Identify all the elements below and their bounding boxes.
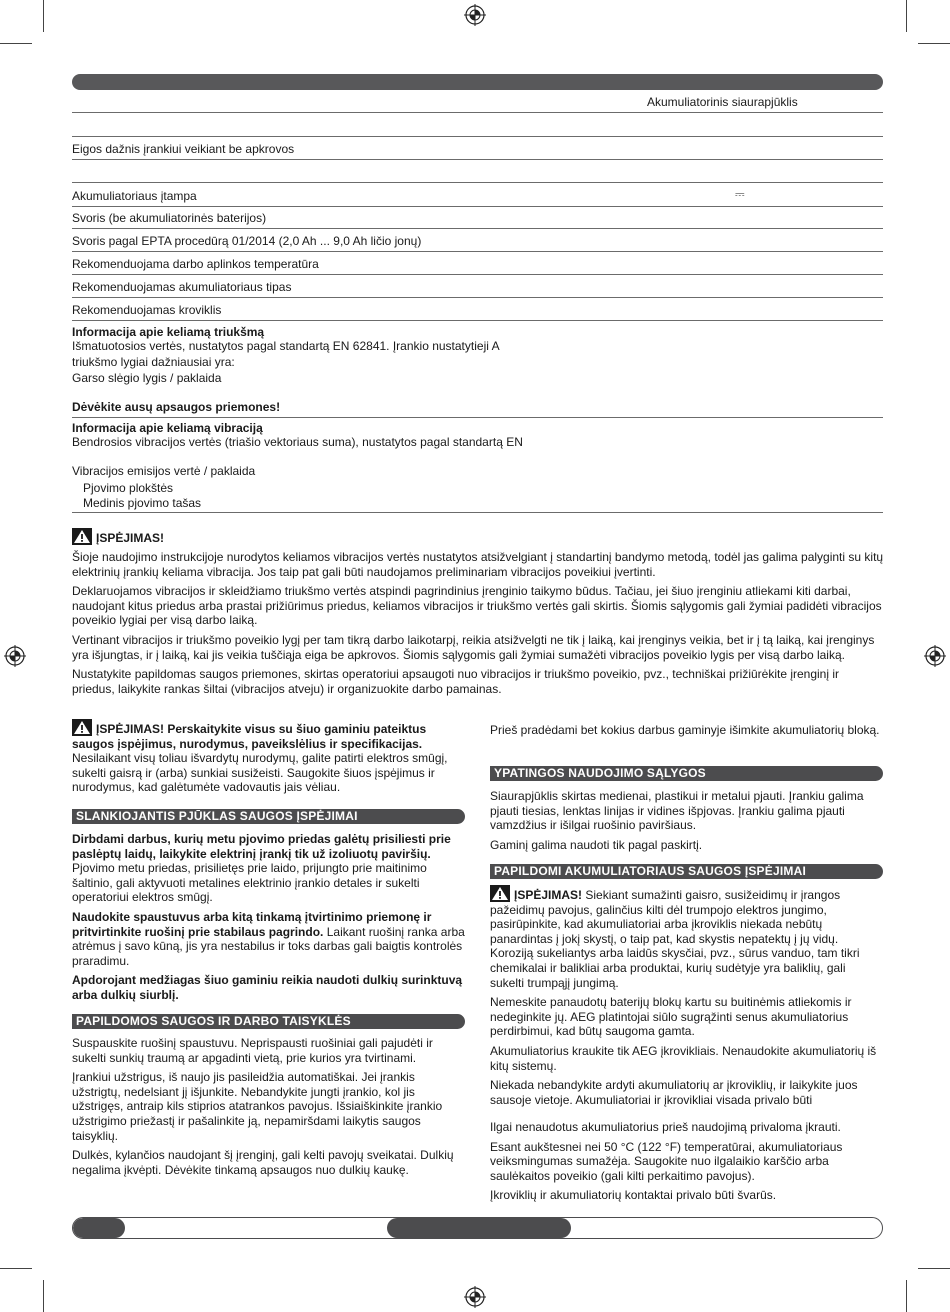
paragraph: Niekada nebandykite ardyti akumuliatorių ar įkroviklių, ir laikykite juos sausoje vietoje. Akumuliatoriai ir įkrovikliai visada privalo būti [490,1078,858,1107]
spec-label: Rekomenduojamas akumuliatoriaus tipas [72,280,292,294]
warning-triangle-icon [490,885,510,902]
paragraph: Įrankiui užstrigus, iš naujo jis pasileidžia automatiškai. Jei įrankis užstrigtų, nedelsiant jį išjunkite. Nebandykite jungti įrankio, kol jis užstrigęs, antraip kils stiprios atatrankos pavojus. Išsiaiškinkite įrankio užstrigimo priežastį ir pašalinkite ją, nepamiršdami laikytis saugos taisyklių. [72,1070,443,1143]
table-rule [72,159,883,160]
warning-bold-text: ĮSPĖJIMAS! [514,888,583,902]
section-heading: YPATINGOS NAUDOJIMO SĄLYGOS [490,766,883,781]
paragraph: Deklaruojamos vibracijos ir skleidžiamo triukšmo vertės atspindi pagrindinius įrenginio taikymo būdus. Tačiau, jei šiuo įrenginiu atliekami kiti darbai, naudojant kitus priedus arba prastai prižiūrimus priedus, keliamos vibracijos ir triukšmo vertės gali skirtis. Šiomis sąlygomis gali žymiai padidėti vibracijos poveikio lygiai per visą darbo laiką. [72,584,882,628]
table-rule [72,297,883,298]
table-rule [72,320,883,321]
table-rule [72,251,883,252]
header-bar [72,74,883,90]
spec-label: Rekomenduojama darbo aplinkos temperatūra [72,257,319,271]
footer-bar-segment [387,1218,571,1238]
paragraph: Esant aukštesnei nei 50 °C (122 °F) temperatūrai, akumuliatoriaus veiksmingumas sumažėja. Saugokite nuo ilgalaikio karščio arba saulėkaitos poveikio (gali kilti perkaitimo pavojus). [490,1139,843,1183]
crop-mark [43,1280,44,1312]
warning-title: ĮSPĖJIMAS! [96,531,165,545]
usage-section [490,789,882,852]
spec-label: Akumuliatoriaus įtampa [72,189,197,203]
paragraph: Siaurapjūklis skirtas medienai, plastikui ir metalui pjauti. Įrankiu galima pjauti tiesias, lenktas linijas ir vidines išpjovas. Įrankiu galima pjauti vamzdžius ir išilgai ruošinio paviršiaus. [490,789,864,833]
warning-triangle-icon [72,528,92,545]
document-title: Akumuliatorinis siaurapjūklis [647,95,798,109]
crop-mark [906,1280,907,1312]
vibration-text: Bendrosios vibracijos vertės (triašio vektoriaus suma), nustatytos pagal standartą EN [72,435,523,449]
paragraph: Gaminį galima naudoti tik pagal paskirtį. [490,837,703,852]
paragraph: Akumuliatorius kraukite tik AEG įkrovikliais. Nenaudokite akumuliatorių iš kitų sistemų. [490,1043,877,1073]
section-heading: SLANKIOJANTIS PJŪKLAS SAUGOS ĮSPĖJIMAI [72,809,465,824]
table-rule [72,512,883,513]
dc-symbol-icon: ⎓ [735,187,745,201]
table-rule [72,182,883,183]
table-rule [72,206,883,207]
table-rule [72,136,883,137]
vibration-item: Pjovimo plokštės [83,481,174,495]
paragraph: Įkroviklių ir akumuliatorių kontaktai privalo būti švarūs. [490,1188,777,1203]
warning-triangle-icon [72,719,92,736]
ear-protection-notice: Dėvėkite ausų apsaugos priemones! [72,400,281,414]
registration-mark-icon [924,645,946,667]
crop-mark [918,43,950,44]
vibration-item: Medinis pjovimo tašas [83,496,202,510]
table-rule [72,112,883,113]
spec-label: Svoris (be akumuliatorinės baterijos) [72,211,267,225]
footer-bar-segment [73,1218,125,1238]
warning-text: Nesilaikant visų toliau išvardytų nurodymų, galite patirti elektros smūgį, sukelti gaisrą ir (arba) sunkiai susižeisti. Saugokite šiuos įspėjimus ir nurodymus, kad galėtumėte vadovautis jais vėliau. [72,751,448,795]
body-text: Siekiant sumažinti gaisro, susižeidimų ir įrangos pažeidimų pavojus, galinčius kilti dėl trumpojo elektros jungimo, pasirūpinkite, kad akumuliatoriai arba įkroviklis niekada nebūtų panardintas į jokį skystį, o taip pat, kad skystis nepatektų į jų vidų. Koroziją sukeliantys arba laidūs skysčiai, pvz., sūrus vanduo, tam tikri chemikalai ir balikliai arba produktai, kurių sudėtyje yra baliklių, gali sukelti trumpąjį jungimą. [490,888,860,990]
noise-text: Garso slėgio lygis / paklaida [72,371,222,385]
noise-text: Išmatuotosios vertės, nustatytos pagal standartą EN 62841. Įrankio nustatytieji A [72,339,500,353]
section-heading: PAPILDOMOS SAUGOS IR DARBO TAISYKLĖS [72,1014,465,1029]
warning-body [72,550,884,696]
crop-mark [0,1268,32,1269]
battery-safety-section [490,885,882,1107]
paragraph: Ilgai nenaudotus akumuliatorius prieš naudojimą privaloma įkrauti. [490,1120,841,1134]
registration-mark-icon [464,1286,486,1308]
paragraph: Suspauskite ruošinį spaustuvu. Neprispausti ruošiniai gali pajudėti ir sukelti sunkių traumą ar apgadinti vietą, prie kurios yra tvirtinami. [72,1036,433,1065]
section-heading: PAPILDOMI AKUMULIATORIAUS SAUGOS ĮSPĖJIMAI [490,864,883,879]
saw-safety-section [72,832,465,1003]
bold-text: Apdorojant medžiagas šiuo gaminiu reikia naudoti dulkių surinktuvą arba dulkių siurblį. [72,973,463,1002]
paragraph: Prieš pradėdami bet kokius darbus gaminyje išimkite akumuliatorių bloką. [490,723,880,737]
table-rule [72,274,883,275]
paragraph: Šioje naudojimo instrukcijoje nurodytos keliamos vibracijos vertės nustatytos atsižvelgiant į standartinį bandymo metodą, todėl jas galima palyginti su kitų elektrinių įrankių keliama vibracija. Jos taip pat gali būti naudojamos preliminariam vibracijos poveikiui įvertinti. [72,550,884,579]
crop-mark [918,1268,950,1269]
crop-mark [906,0,907,32]
spec-label: Eigos dažnis įrankiui veikiant be apkrovos [72,142,295,156]
table-rule [72,417,883,418]
spec-label: Svoris pagal EPTA procedūrą 01/2014 (2,0 Ah ... 9,0 Ah ličio jonų) [72,234,422,248]
paragraph: Nustatykite papildomas saugos priemones, skirtas operatoriui apsaugoti nuo vibracijos ir triukšmo poveikio, pvz., techniškai prižiūrėkite įrenginį ir priedus, laikykite rankas šiltai (vibracijos atveju) ir organizuokite darbo pamainas. [72,667,840,696]
body-text: Laikant ruošinį ranka arba atrėmus į savo kūną, jis yra nestabilus ir toks darbas gali baigtis kontrolės praradimu. [72,924,465,968]
registration-mark-icon [4,645,26,667]
noise-title: Informacija apie keliamą triukšmą [72,325,265,339]
footer-bar [72,1217,883,1239]
battery-safety-continued [490,1120,882,1203]
bold-text: Dirbdami darbus, kurių metu pjovimo priedas galėtų prisiliesti prie paslėptų laidų, laikykite elektrinį įrankį tik už izoliuotų paviršių. [72,832,451,861]
warning-heading [72,528,164,545]
crop-mark [0,43,32,44]
paragraph: Vertinant vibracijos ir triukšmo poveikio lygį per tam tikrą darbo laikotarpį, reikia atsižvelgti ne tik į laiką, kai įrenginys veikia, bet ir į tą laiką, kai įrenginys yra išjungtas, ir į laiką, kai jis veikia tuščiąja eiga be apkrovos. Šiomis sąlygomis gali žymiai sumažėti vibracijos poveikio lygis per visą darbo laiką. [72,632,875,662]
warning-bold-text: ĮSPĖJIMAS! Perskaitykite visus su šiuo gaminiu pateiktus saugos įspėjimus, nurodymus, paveikslėlius ir specifikacijas. [72,722,427,751]
vibration-text: Vibracijos emisijos vertė / paklaida [72,464,256,478]
registration-mark-icon [464,4,486,26]
table-rule [72,228,883,229]
noise-text: triukšmo lygiai dažniausiai yra: [72,355,235,369]
paragraph: Nemeskite panaudotų baterijų blokų kartu su buitinėmis atliekomis ir nedeginkite jų. AEG platintojai siūlo sugrąžinti senus akumuliatorius perdirbimui, kad būtų saugoma gamta. [490,995,852,1039]
spec-label: Rekomenduojamas kroviklis [72,303,222,317]
bold-text: Naudokite spaustuvus arba kitą tinkamą įtvirtinimo priemonę ir pritvirtinkite ruošinį prie stabilaus pagrindo. [72,909,432,939]
vibration-title: Informacija apie keliamą vibraciją [72,421,263,435]
safety-warning-block [72,719,465,795]
additional-rules-section [72,1036,465,1177]
crop-mark [43,0,44,32]
paragraph: Dulkės, kylančios naudojant šį įrenginį, gali kelti pavojų sveikatai. Dulkių negalima įkvėpti. Dėvėkite tinkamą apsaugos nuo dulkių kaukę. [72,1148,454,1177]
body-text: Pjovimo metu priedas, prisilietęs prie laido, prijungto prie maitinimo šaltinio, gali aktyvuoti metalines elektrinio įrankio detales ir sukelti operatoriui elektros smūgį. [72,861,427,905]
